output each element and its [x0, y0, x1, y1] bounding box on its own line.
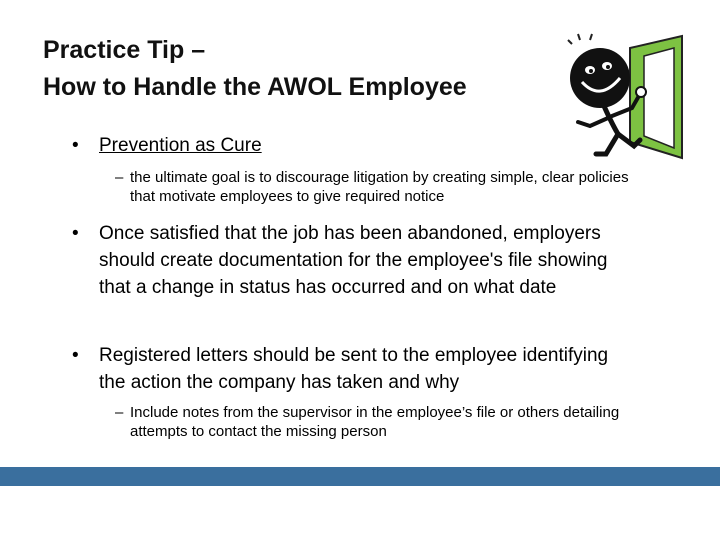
- bullet-text: Once satisfied that the job has been abandoned, employers should create documentation for the employee's file showing that a change in status has occurred and on what date: [99, 223, 608, 298]
- bullet-item: [72, 220, 632, 301]
- bullet-text: Prevention as Cure: [99, 135, 262, 156]
- bullet-text: Registered letters should be sent to the employee identifying the action the company has taken and why: [99, 345, 609, 393]
- sub-bullet-item: [115, 168, 635, 206]
- bullet-glyph: •: [72, 345, 79, 366]
- footer-bar: [0, 467, 720, 486]
- bullet-glyph: •: [72, 135, 79, 156]
- dash-glyph: –: [115, 169, 124, 186]
- title-line-1: Practice Tip –: [43, 36, 206, 64]
- bullet-item: [72, 132, 632, 159]
- dash-glyph: –: [115, 404, 124, 421]
- sub-bullet-item: [115, 403, 635, 441]
- title-line-2: How to Handle the AWOL Employee: [43, 73, 467, 101]
- sub-bullet-text: the ultimate goal is to discourage litigation by creating simple, clear policies that motivate employees to give required notice: [130, 169, 629, 205]
- bullet-glyph: •: [72, 223, 79, 244]
- sub-bullet-text: Include notes from the supervisor in the employee’s file or others detailing attempts to contact the missing person: [130, 404, 620, 440]
- bullet-item: [72, 342, 632, 396]
- slide-title: [43, 32, 467, 106]
